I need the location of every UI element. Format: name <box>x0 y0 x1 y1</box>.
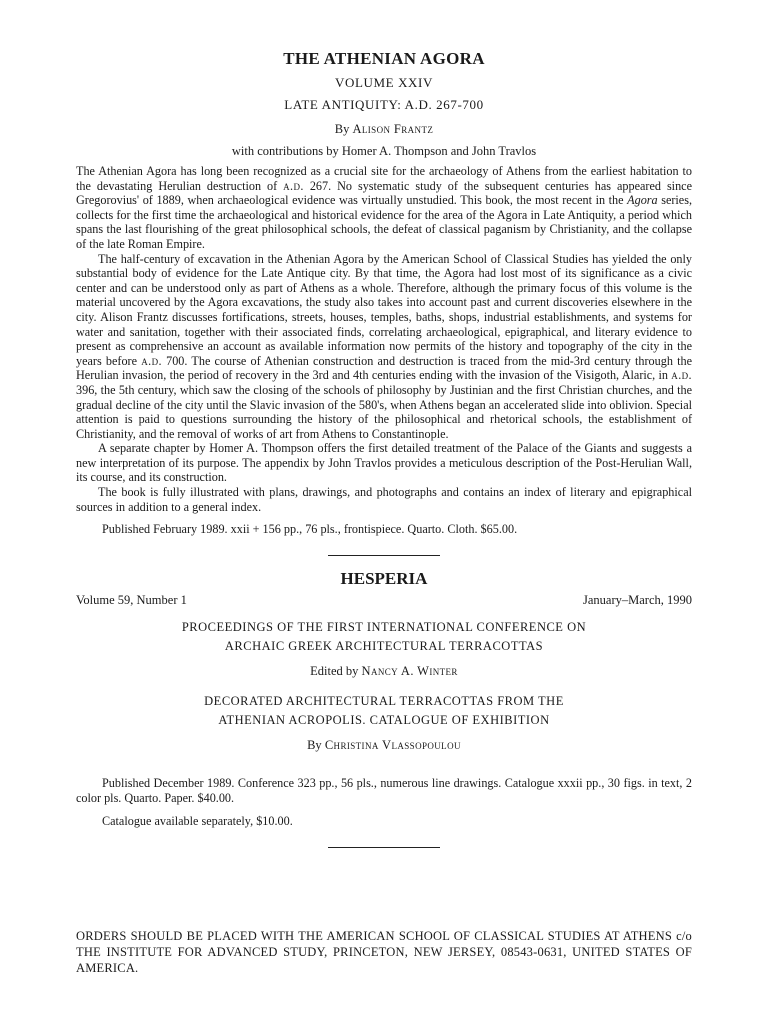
hesperia-date: January–March, 1990 <box>583 593 692 608</box>
p1-ad: a.d. <box>283 178 304 193</box>
catalogue-author: Christina Vlassopoulou <box>324 738 461 753</box>
book-author: Alison Frantz <box>352 122 434 136</box>
book-subtitle: LATE ANTIQUITY: A.D. 267-700 <box>284 97 484 112</box>
conference-title-line-1: PROCEEDINGS OF THE FIRST INTERNATIONAL CONFERENCE ON <box>181 620 587 635</box>
p2-text-a: The half-century of excavation in the Athenian Agora by the American School of Classical Studies has yielded the only substantial body of evidence for the Late Antique city. By that time, the Agora had lost most of its significance as a civic center and can be understood only as part of Athens as a whole. Therefore, although the primary focus of this volume is the material uncovered by the Agora excavations, the study also takes into account past and current discoveries elsewhere in the city. Alison Frantz discusses fortifications, streets, houses, temples, baths, shops, industrial establishments, and systems for water and sanitation, together with their associated finds, correlating archaeological, epigraphical, and literary evidence to present as comprehensive an account as available information now permits of the history and topography of the city in the years before <box>76 251 692 368</box>
section-divider-2 <box>328 847 440 848</box>
catalogue-by-label: By <box>307 738 322 753</box>
hesperia-title: HESPERIA <box>340 569 428 589</box>
conference-title <box>76 618 692 656</box>
p1-text-b: 267. No systematic study of the subsequent centuries has appeared since Gregorovius' of 1889, when archaeological evidence was virtually unstudied. This book, the most recent in the <box>76 178 692 208</box>
p2-text-b: 700. The course of Athenian construction and destruction is traced from the mid-3rd century through the Herulian invasion, the period of recovery in the 3rd and 4th centuries ending with the invasion of the Visigoth, Alaric, in <box>76 353 692 383</box>
book-series-title: THE ATHENIAN AGORA <box>283 49 485 68</box>
conference-title-line-2: ARCHAIC GREEK ARCHITECTURAL TERRACOTTAS <box>224 639 544 654</box>
section-divider-1 <box>328 555 440 556</box>
catalogue-price: Catalogue available separately, $10.00. <box>102 814 293 829</box>
edited-by-label: Edited by <box>310 664 359 679</box>
p1-text-a: The Athenian Agora has long been recognized as a crucial site for the archaeology of Athens from the earliest habitation to the devastating Herulian destruction of <box>76 164 692 193</box>
catalogue-title-line-1: DECORATED ARCHITECTURAL TERRACOTTAS FROM THE <box>204 694 564 709</box>
hesperia-publication-info: Published December 1989. Conference 323 pp., 56 pls., numerous line drawings. Catalogue xxxii pp., 30 figs. in text, 2 color pls. Quarto. Paper. $40.00. <box>76 776 692 806</box>
book-publication-info: Published February 1989. xxii + 156 pp., 76 pls., frontispiece. Quarto. Cloth. $65.00. <box>102 522 518 537</box>
catalogue-title <box>76 692 692 730</box>
catalogue-title-line-2: ATHENIAN ACROPOLIS. CATALOGUE OF EXHIBITION <box>218 713 550 728</box>
book-volume: VOLUME XXIV <box>335 75 433 90</box>
book-author-line <box>76 120 692 138</box>
p1-agora-italic: Agora <box>627 193 658 208</box>
paragraph-3: A separate chapter by Homer A. Thompson offers the first detailed treatment of the Palace of the Giants and suggests a new interpretation of its purpose. The appendix by John Travlos provides a meticulous description of the Post-Herulian Wall, its course, and its construction. <box>76 441 692 485</box>
hesperia-volume: Volume 59, Number 1 <box>76 593 187 608</box>
paragraph-2 <box>76 252 692 442</box>
book-contributions: with contributions by Homer A. Thompson and John Travlos <box>231 144 537 158</box>
paragraph-4: The book is fully illustrated with plans, drawings, and photographs and contains an index of literary and epigraphical sources in addition to a general index. <box>76 485 692 514</box>
conference-editor: Nancy A. Winter <box>361 664 458 679</box>
p2-text-c: 396, the 5th century, which saw the closing of the schools of philosophy by Justinian and the first Christian churches, and the gradual decline of the city until the Slavic invasion of the 580's, when Athens began an accelerated slide into oblivion. Special attention is paid to questions surrounding the history of the philosophical and rhetorical schools, the establishment of Christianity, and the removal of works of art from Athens to Constantinople. <box>76 382 692 441</box>
by-label: By <box>334 122 350 136</box>
conference-editor-line <box>76 662 692 680</box>
hesperia-volume-row <box>76 592 692 608</box>
p1-text-c: series, collects for the first time the archaeological and historical evidence for the area of the Agora in Late Antiquity, a period which spans the last flourishing of the great philosophical schools, the defeat of classical paganism by Christianity, and the collapse of the late Roman Empire. <box>76 193 693 251</box>
catalogue-author-line <box>76 736 692 754</box>
p2-ad-1: a.d. <box>141 353 162 368</box>
paragraph-1 <box>76 164 692 252</box>
p2-ad-2: a.d. <box>671 368 692 383</box>
orders-notice: ORDERS SHOULD BE PLACED WITH THE AMERICAN SCHOOL OF CLASSICAL STUDIES AT ATHENS c/o THE INSTITUTE FOR ADVANCED STUDY, PRINCETON, NEW JERSEY, 08543-0631, UNITED STATES OF AMERICA. <box>76 929 692 975</box>
book-description <box>76 164 692 514</box>
page-content <box>76 48 692 848</box>
